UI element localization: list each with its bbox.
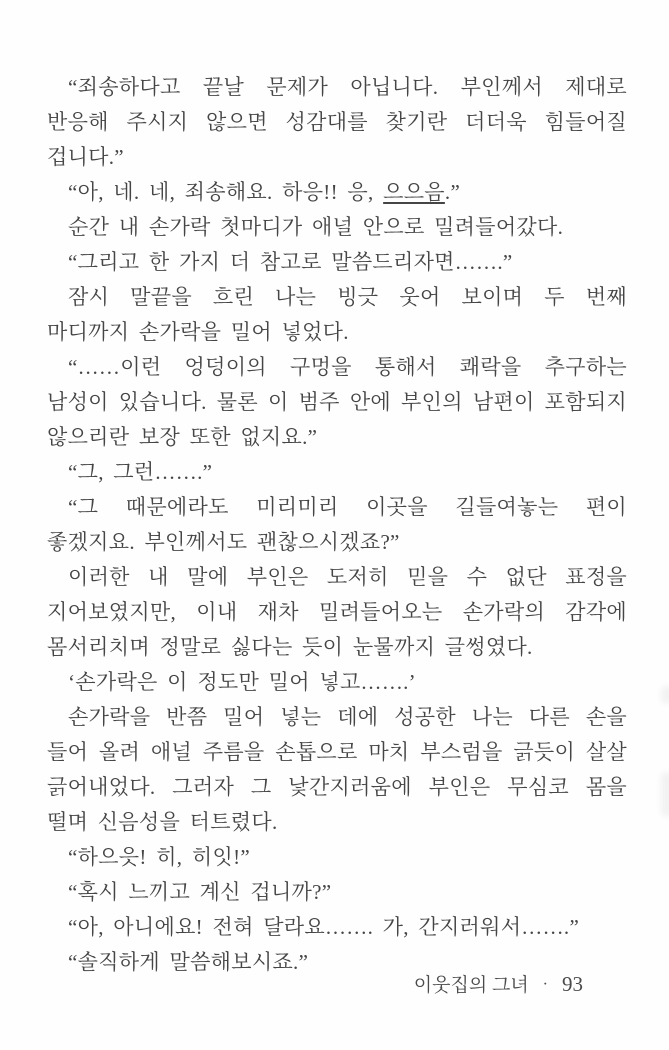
scan-artifact	[661, 772, 669, 817]
paragraph: 이러한 내 말에 부인은 도저히 믿을 수 없단 표정을 지어보였지만, 이내 재차 밀려들어오는 손가락의 감각에 몸서리치며 정말로 싫다는 듯이 눈물까지 글썽였다.	[47, 565, 627, 659]
paragraph: “혹시 느끼고 계신 겁니까?”	[68, 880, 332, 904]
paragraph: 잠시 말끝을 흐린 나는 빙긋 웃어 보이며 두 번째 마디까지 손가락을 밀어 넣었다.	[47, 285, 627, 344]
scan-artifact	[661, 686, 669, 704]
paragraph: “하으읏! 히, 히잇!”	[68, 845, 250, 869]
paragraph: “죄송하다고 끝날 문제가 아닙니다. 부인께서 제대로 반응해 주시지 않으면 성감대를 찾기란 더더욱 힘들어질 겁니다.”	[47, 75, 627, 169]
paragraph: 손가락을 반쯤 밀어 넣는 데에 성공한 나는 다른 손을 들어 올려 애널 주름을 손톱으로 마치 부스럼을 긁듯이 살살 긁어내었다. 그러자 그 낯간지러움에 부인은 무심코 몸을 떨며 신음성을 터트렸다.	[47, 705, 627, 834]
paragraph: “……이런 엉덩이의 구멍을 통해서 쾌락을 추구하는 남성이 있습니다. 물론 이 범주 안에 부인의 남편이 포함되지 않으리란 보장 또한 없지요.”	[47, 355, 627, 449]
paragraph: “아, 아니에요! 전혀 달라요……. 가, 간지러워서…….”	[68, 915, 580, 939]
page-footer	[414, 972, 583, 998]
paragraph: 순간 내 손가락 첫마디가 애널 안으로 밀려들어갔다.	[68, 215, 564, 239]
paragraph-text: .”	[444, 180, 461, 204]
paragraph: ‘손가락은 이 정도만 밀어 넣고…….’	[68, 670, 416, 694]
paragraph-text: “아, 네. 네, 죄송해요. 하응!! 응,	[68, 180, 384, 204]
paragraph: “그, 그런…….”	[68, 460, 213, 484]
body-text	[47, 70, 627, 980]
paragraph: “그 때문에라도 미리미리 이곳을 길들여놓는 편이 좋겠지요. 부인께서도 괜찮으시겠죠?”	[47, 495, 627, 554]
paragraph: “솔직하게 말씀해보시죠.”	[68, 950, 309, 974]
footer-separator: ·	[542, 976, 548, 993]
underlined-text: 으으음	[383, 180, 445, 204]
footer-page-number: 93	[562, 972, 583, 996]
footer-book-title: 이웃집의 그녀	[413, 975, 529, 996]
paragraph	[47, 175, 627, 210]
paragraph: “그리고 한 가지 더 참고로 말씀드리자면…….”	[68, 250, 513, 274]
